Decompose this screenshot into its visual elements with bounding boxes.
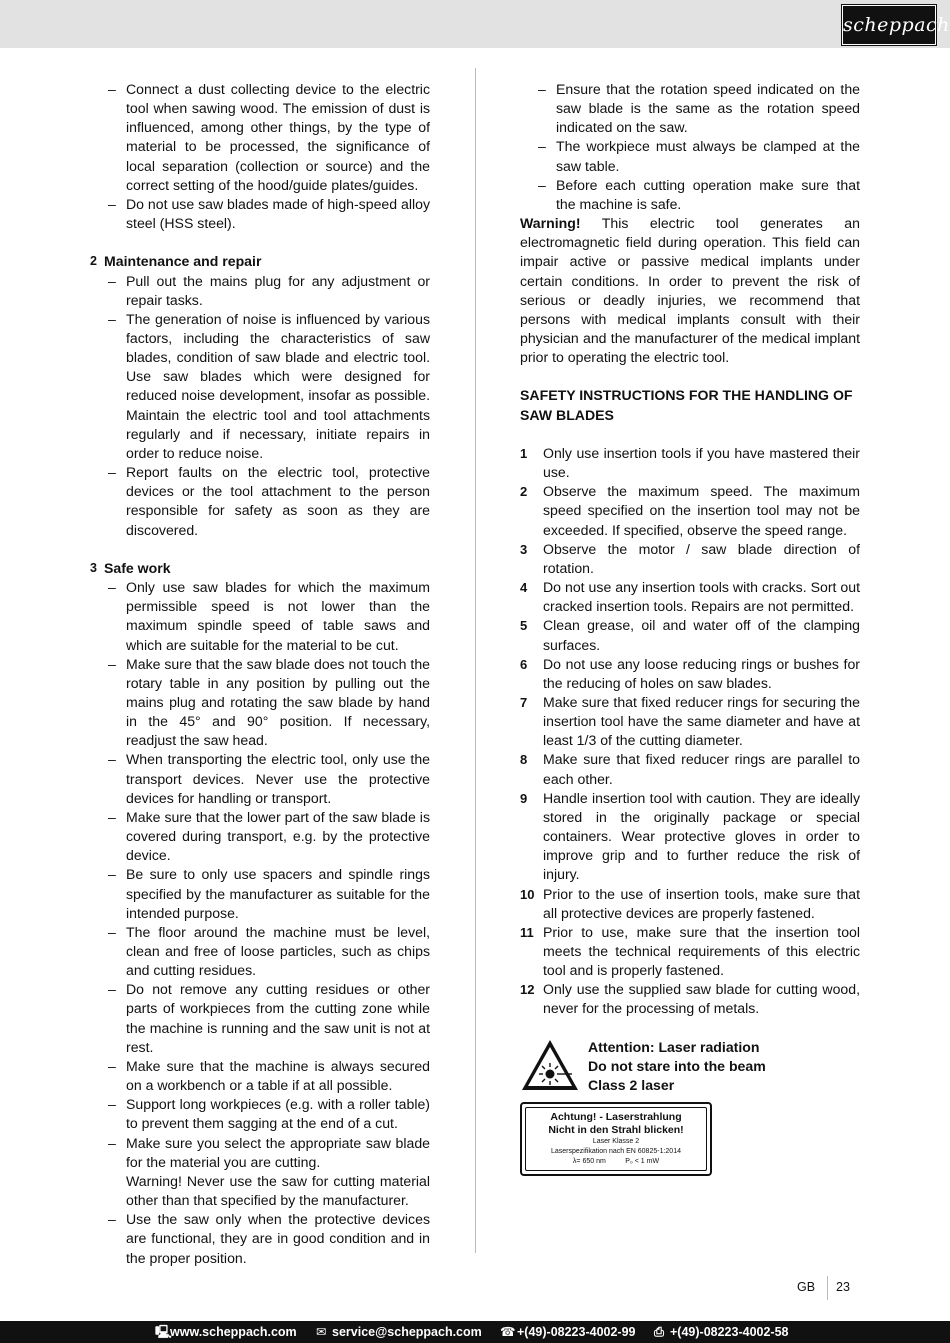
section-heading: 2 Maintenance and repair bbox=[90, 253, 262, 270]
section-heading: SAFETY INSTRUCTIONS FOR THE HANDLING OF SAW BLADES bbox=[520, 387, 853, 423]
email-link[interactable]: service@scheppach.com bbox=[332, 1325, 482, 1339]
right-column bbox=[520, 80, 860, 1098]
laser-label bbox=[520, 1102, 712, 1176]
column-divider bbox=[475, 68, 476, 1253]
list-item: – The floor around the machine must be level, clean and free of loose particles, such as chips and cutting residues. bbox=[90, 923, 430, 980]
numbered-item: 3 Observe the motor / saw blade direction of rotation. bbox=[520, 540, 860, 576]
list-item: – Only use saw blades for which the maximum permissible speed is not lower than the maximum spindle speed of table saws and which are suitable for the material to be cut. bbox=[90, 578, 430, 655]
list-item: – Make sure that the machine is always secured on a workbench or a table if at all possible. bbox=[90, 1057, 430, 1095]
list-item: – The workpiece must always be clamped at the saw table. bbox=[520, 137, 860, 175]
language-code: GB bbox=[797, 1280, 816, 1294]
list-item: – Make sure that the saw blade does not touch the rotary table in any position by pulling out the mains plug and rotating the saw blade by hand in the 45° and 90° position. If necessary, readjust the saw head. bbox=[90, 655, 430, 751]
list-item: – Before each cutting operation make sure that the machine is safe. bbox=[520, 176, 860, 214]
computer-icon: 🖳 bbox=[155, 1325, 172, 1339]
numbered-item: 2 Observe the maximum speed. The maximum speed specified on the insertion tool may not be exceeded. If specified, observe the speed range. bbox=[520, 483, 860, 538]
laser-warning bbox=[520, 1038, 860, 1098]
brand-logo: scheppach bbox=[842, 5, 936, 45]
section-heading: 3 Safe work bbox=[90, 559, 171, 576]
laser-line-2: Do not stare into the beam bbox=[588, 1057, 766, 1074]
numbered-item: 7 Make sure that fixed reducer rings for securing the insertion tool have the same diameter and have at least 1/3 of the cutting diameter. bbox=[520, 693, 860, 749]
footer-bar bbox=[0, 1321, 950, 1343]
numbered-item: 5 Clean grease, oil and water off of the clamping surfaces. bbox=[520, 617, 860, 653]
left-column bbox=[90, 80, 430, 1268]
numbered-item: 8 Make sure that fixed reducer rings are parallel to each other. bbox=[520, 751, 860, 787]
fax-number: +(49)-08223-4002-58 bbox=[670, 1325, 789, 1339]
list-item: – When transporting the electric tool, only use the transport devices. Never use the protective devices for handling or transport. bbox=[90, 750, 430, 807]
list-item: – Make sure that the lower part of the saw blade is covered during transport, e.g. by the protective device. bbox=[90, 808, 430, 865]
emf-warning: Warning! This electric tool generates an electromagnetic field during operation. This field can impair active or passive medical implants under certain conditions. In order to prevent the risk of serious or deadly injuries, we recommend that persons with medical implants consult with their physician and the manufacturer of the medical implant prior to operating the electric tool. bbox=[520, 215, 860, 366]
warning-line: Warning! Never use the saw for cutting material other than that specified by the manufacturer. bbox=[126, 1172, 430, 1209]
list-item: – Use the saw only when the protective devices are functional, they are in good condition and in the proper position. bbox=[90, 1210, 430, 1267]
laser-warning-icon bbox=[520, 1038, 580, 1092]
list-item: – The generation of noise is influenced by various factors, including the characteristics of saw blades, condition of saw blade and electric tool. Use saw blades which were designed for reduced noise development, insofar as possible. Maintain the electric tool and tool attachments regularly and if necessary, initiate repairs in order to reduce noise. bbox=[90, 310, 430, 463]
numbered-item: 1 Only use insertion tools if you have mastered their use. bbox=[520, 444, 860, 481]
page-number: 23 bbox=[836, 1280, 850, 1294]
list-item: – Make sure you select the appropriate saw blade for the material you are cutting. bbox=[90, 1134, 430, 1172]
numbered-item: 12 Only use the supplied saw blade for cutting wood, never for the processing of metals. bbox=[520, 981, 860, 1017]
list-item: – Report faults on the electric tool, protective devices or the tool attachment to the person responsible for safety as soon as they are discovered. bbox=[90, 463, 430, 540]
label-line-3: Laser Klasse 2 bbox=[592, 1138, 640, 1145]
numbered-item: 11 Prior to use, make sure that the insertion tool meets the technical requirements of this electric tool and is properly fastened. bbox=[520, 923, 860, 979]
list-item: – Support long workpieces (e.g. with a roller table) to prevent them sagging at the end of a cut. bbox=[90, 1095, 430, 1133]
email-icon: ✉ bbox=[316, 1325, 327, 1339]
label-line-1: Achtung! - Laserstrahlung bbox=[550, 1111, 682, 1123]
numbered-item: 10 Prior to the use of insertion tools, make sure that all protective devices are properly fastened. bbox=[520, 885, 860, 921]
phone-icon: ☎ bbox=[500, 1325, 516, 1339]
laser-line-3: Class 2 laser bbox=[588, 1076, 675, 1093]
list-item: – Connect a dust collecting device to the electric tool when sawing wood. The emission of dust is influenced, among other things, by the type of material to be processed, the significance of local separation (collection or source) and the correct setting of the hood/guide plates/guides. bbox=[90, 80, 430, 195]
website-link[interactable]: www.scheppach.com bbox=[170, 1325, 297, 1339]
label-line-5: λ= 650 nm P₀ < 1 mW bbox=[572, 1158, 660, 1165]
header-bar bbox=[0, 0, 950, 48]
label-line-2: Nicht in den Strahl blicken! bbox=[548, 1124, 684, 1136]
label-line-4: Laserspezifikation nach EN 60825-1:2014 bbox=[551, 1148, 681, 1155]
list-item: – Do not remove any cutting residues or other parts of workpieces from the cutting zone while the machine is running and the saw unit is not at rest. bbox=[90, 980, 430, 1057]
numbered-item: 4 Do not use any insertion tools with cracks. Sort out cracked insertion tools. Repairs are not permitted. bbox=[520, 579, 860, 615]
list-item: – Ensure that the rotation speed indicated on the saw blade is the same as the rotation speed indicated on the saw. bbox=[520, 80, 860, 137]
numbered-item: 6 Do not use any loose reducing rings or bushes for the reducing of holes on saw blades. bbox=[520, 655, 860, 691]
phone-number: +(49)-08223-4002-99 bbox=[517, 1325, 636, 1339]
list-item: – Do not use saw blades made of high-speed alloy steel (HSS steel). bbox=[90, 195, 430, 233]
fax-icon: ⎙ bbox=[654, 1325, 665, 1339]
list-item: – Pull out the mains plug for any adjustment or repair tasks. bbox=[90, 272, 430, 310]
list-item: – Be sure to only use spacers and spindle rings specified by the manufacturer as suitable for the intended purpose. bbox=[90, 865, 430, 922]
laser-line-1: Attention: Laser radiation bbox=[588, 1038, 760, 1055]
numbered-item: 9 Handle insertion tool with caution. They are ideally stored in the originally package or special containers. Wear protective gloves in order to improve grip and to further reduce the risk of injury. bbox=[520, 789, 860, 883]
